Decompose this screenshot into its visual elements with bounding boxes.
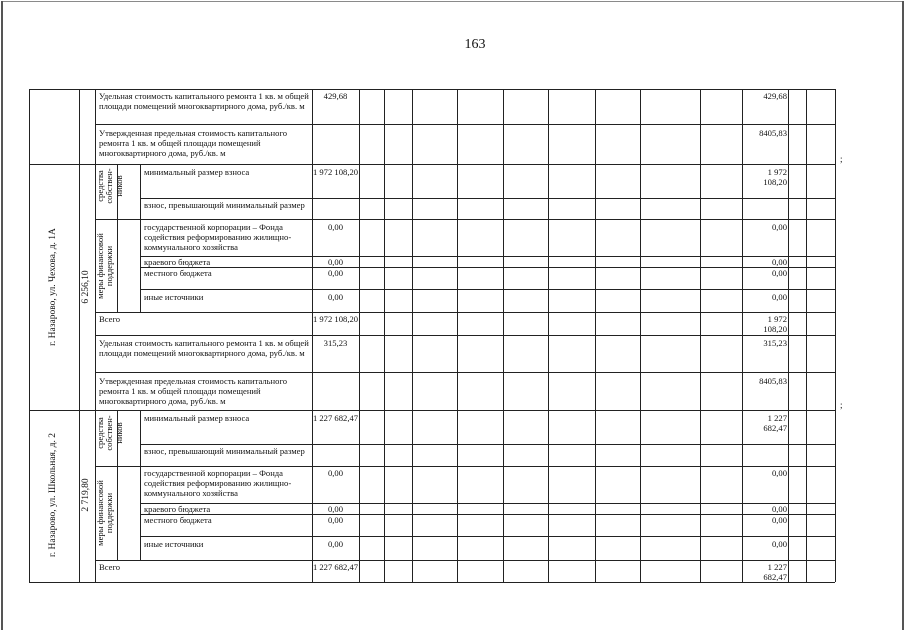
cell-last: 0,00 <box>771 468 787 478</box>
row-line <box>29 89 835 90</box>
column-line <box>548 89 549 582</box>
row-line <box>140 503 835 504</box>
cell-last: 0,00 <box>771 504 787 514</box>
row-label-limit-cost: Утвержденная предельная стоимость капитального ремонта 1 кв. м общей площади помещений многоквартирного дома, руб./кв. м <box>99 376 288 407</box>
row-line <box>140 289 835 290</box>
row-label-unit-cost: Удельная стоимость капитального ремонта 1 кв. м общей площади помещений многоквартирного дома, руб./кв. м <box>99 91 309 112</box>
cell-last: 1 227 682,47 <box>763 562 787 583</box>
row-line <box>29 582 835 583</box>
row-label-other: иные источники <box>144 539 204 549</box>
cell-total: 1 972 108,20 <box>312 314 359 324</box>
cell-last: 1 227 682,47 <box>763 413 787 434</box>
page-frame-top <box>2 1 903 2</box>
cell-last: 8405,83 <box>759 376 787 386</box>
row-line <box>95 335 835 336</box>
cell-last: 429,68 <box>763 91 787 101</box>
owner-funds-label: средства собствен-ников <box>95 415 124 451</box>
cell-total: 429,68 <box>323 91 348 101</box>
cell-total: 0,00 <box>327 515 344 525</box>
cell-total: 0,00 <box>327 292 344 302</box>
row-label-fund: государственной корпорации – Фонда содействия реформированию жилищно-коммунального хозяйства <box>144 468 292 499</box>
owner-funds-label: средства собствен-ников <box>95 168 124 204</box>
row-line <box>140 256 835 257</box>
row-label-sum: Всего <box>99 314 121 324</box>
column-line <box>140 410 141 560</box>
cell-total: 0,00 <box>327 539 344 549</box>
row-line <box>140 267 835 268</box>
row-line <box>140 198 835 199</box>
cell-last: 0,00 <box>771 515 787 525</box>
row-line <box>140 444 835 445</box>
cell-last: 0,00 <box>771 222 787 232</box>
address-label: г. Назарово, ул. Чехова, д. 1А <box>48 228 58 346</box>
row-label-extra-fee: взнос, превышающий минимальный размер <box>144 446 305 456</box>
column-line <box>29 89 30 582</box>
address-label: г. Назарово, ул. Школьная, д. 2 <box>48 432 58 558</box>
cell-last: 0,00 <box>771 539 787 549</box>
row-line <box>29 164 835 165</box>
support-label: меры финансовой поддержки <box>95 480 115 546</box>
page-frame-right <box>902 1 904 630</box>
cell-total: 0,00 <box>327 504 344 514</box>
cell-total: 1 227 682,47 <box>312 413 359 423</box>
row-label-regional: краевого бюджета <box>144 257 211 267</box>
cell-total: 0,00 <box>327 222 344 232</box>
row-label-local: местного бюджета <box>144 515 212 525</box>
column-line <box>359 89 360 582</box>
cell-last: 0,00 <box>771 257 787 267</box>
row-label-min-fee: минимальный размер взноса <box>144 413 250 423</box>
cell-total: 1 972 108,20 <box>312 167 359 177</box>
trailing-mark: ; <box>840 154 843 164</box>
row-line <box>140 536 835 537</box>
area-label: 2 719,80 <box>81 478 91 512</box>
cell-last: 315,23 <box>763 338 787 348</box>
column-line <box>700 89 701 582</box>
cell-last: 1 972 108,20 <box>763 167 787 188</box>
row-label-extra-fee: взнос, превышающий минимальный размер <box>144 200 305 210</box>
column-line <box>788 89 789 582</box>
support-label: меры финансовой поддержки <box>95 233 115 299</box>
row-line <box>95 312 835 313</box>
cell-last: 0,00 <box>771 268 787 278</box>
row-line <box>29 410 835 411</box>
column-line <box>79 89 80 582</box>
column-line <box>835 89 836 582</box>
cell-total: 0,00 <box>327 257 344 267</box>
column-line <box>457 89 458 582</box>
column-line <box>640 89 641 582</box>
column-line <box>140 164 141 312</box>
row-line <box>140 514 835 515</box>
row-line <box>95 372 835 373</box>
column-line <box>384 89 385 582</box>
cell-total: 0,00 <box>327 268 344 278</box>
cell-last: 8405,83 <box>759 128 787 138</box>
page-frame-left <box>1 1 3 630</box>
column-line <box>595 89 596 582</box>
row-line <box>95 219 835 220</box>
row-line <box>95 124 835 125</box>
row-line <box>95 466 835 467</box>
row-label-fund: государственной корпорации – Фонда содействия реформированию жилищно-коммунального хозяйства <box>144 222 292 253</box>
row-label-unit-cost: Удельная стоимость капитального ремонта 1 кв. м общей площади помещений многоквартирного дома, руб./кв. м <box>99 338 309 359</box>
cell-total: 315,23 <box>323 338 348 348</box>
cell-last: 1 972 108,20 <box>763 314 787 335</box>
row-label-min-fee: минимальный размер взноса <box>144 167 250 177</box>
column-line <box>806 89 807 582</box>
column-line <box>412 89 413 582</box>
trailing-mark: ; <box>840 400 843 410</box>
cell-last: 0,00 <box>771 292 787 302</box>
row-label-other: иные источники <box>144 292 204 302</box>
row-line <box>95 560 835 561</box>
row-label-local: местного бюджета <box>144 268 212 278</box>
row-label-regional: краевого бюджета <box>144 504 211 514</box>
page-number: 163 <box>464 37 486 52</box>
row-label-limit-cost: Утвержденная предельная стоимость капитального ремонта 1 кв. м общей площади помещений многоквартирного дома, руб./кв. м <box>99 128 288 159</box>
cell-total: 1 227 682,47 <box>312 562 359 572</box>
column-line <box>503 89 504 582</box>
cell-total: 0,00 <box>327 468 344 478</box>
area-label: 6 256,10 <box>81 270 91 304</box>
row-label-sum: Всего <box>99 562 121 572</box>
